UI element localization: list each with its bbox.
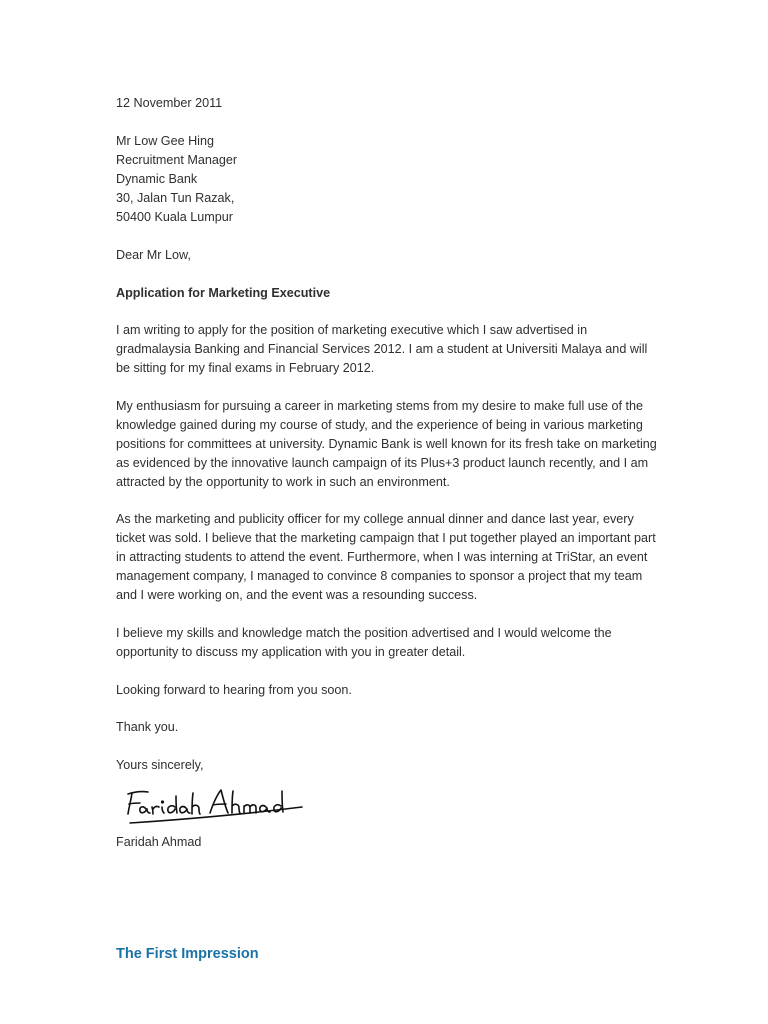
recipient-address-line1: 30, Jalan Tun Razak, (116, 191, 235, 205)
paragraph-conclusion: I believe my skills and knowledge match the position advertised and I would welcome the opportunity to discuss my application with you in greater detail. (116, 626, 612, 659)
recipient-company: Dynamic Bank (116, 172, 198, 186)
letter-date: 12 November 2011 (116, 96, 223, 110)
closing-line: Looking forward to hearing from you soon. (116, 683, 352, 697)
thanks-line: Thank you. (116, 720, 179, 734)
recipient-name: Mr Low Gee Hing (116, 134, 214, 148)
handwritten-signature (120, 776, 310, 828)
footer-title: The First Impression (116, 946, 259, 962)
paragraph-experience: As the marketing and publicity officer for my college annual dinner and dance last year, every ticket was sold. I believe that the marketing campaign that I put together played an important part in attracting students to attend the event. Furthermore, when I was interning at TriStar, an event management company, I managed to convince 8 companies to sponsor a project that my team and I were working on, and the event was a resounding success. (116, 512, 656, 602)
sender-name: Faridah Ahmad (116, 835, 202, 849)
paragraph-intro: I am writing to apply for the position of marketing executive which I saw advertised in gradmalaysia Banking and Financial Services 2012. I am a student at Universiti Malaya and will be sitting for my final exams in February 2012. (116, 323, 648, 375)
recipient-title: Recruitment Manager (116, 153, 238, 167)
letter-subject: Application for Marketing Executive (116, 286, 331, 300)
sign-off: Yours sincerely, (116, 758, 204, 772)
recipient-address-line2: 50400 Kuala Lumpur (116, 210, 233, 224)
salutation: Dear Mr Low, (116, 248, 191, 262)
paragraph-motivation: My enthusiasm for pursuing a career in marketing stems from my desire to make full use of the knowledge gained during my course of study, and the experience of being in various marketing positions for committees at university. Dynamic Bank is well known for its fresh take on marketing as evidenced by the innovative launch campaign of its Plus+3 product launch recently, and I am attracted by the opportunity to work in such an environment. (116, 399, 657, 489)
